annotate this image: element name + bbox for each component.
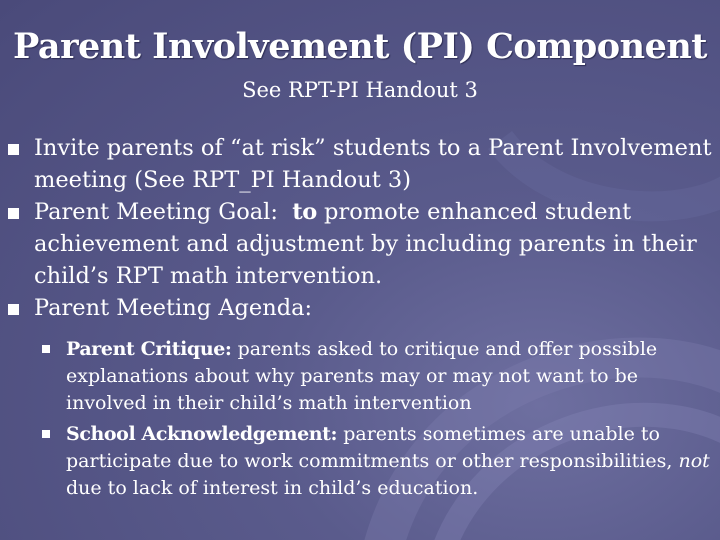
bullet-keyword: to: [292, 199, 317, 225]
sub-bullet-heading: School Acknowledgement:: [66, 423, 338, 445]
bullet-lead: Parent Meeting Goal:: [34, 199, 293, 225]
sub-bullet-text: parents sometimes are unable to participate due to work commitments or other responsibilities,: [66, 423, 679, 472]
sub-bullet-emphasis: not: [678, 450, 710, 472]
square-bullet-icon: [8, 144, 19, 155]
bullet-text: Parent Meeting Agenda:: [34, 295, 313, 321]
bullet-list: [6, 132, 718, 506]
agenda-sub-list: [36, 336, 718, 502]
sub-bullet-parent-critique: [36, 336, 718, 417]
square-bullet-icon: [42, 345, 50, 353]
square-bullet-icon: [8, 304, 19, 315]
sub-bullet-text: parents asked to critique and offer possible explanations about why parents may or may not want to be involved in their child’s math intervention: [66, 338, 658, 414]
bullet-meeting-goal: [6, 196, 718, 292]
bullet-text: Invite parents of “at risk” students to a Parent Involvement meeting (See RPT_PI Handout 3): [34, 135, 712, 193]
sub-bullet-heading: Parent Critique:: [66, 338, 232, 360]
sub-bullet-tail: due to lack of interest in child’s education.: [66, 477, 479, 499]
slide-subtitle: See RPT-PI Handout 3: [242, 78, 478, 102]
square-bullet-icon: [42, 430, 50, 438]
bullet-invite-parents: [6, 132, 718, 196]
bullet-meeting-agenda: [6, 292, 718, 502]
slide-title: Parent Involvement (PI) Component: [13, 26, 707, 67]
bullet-rest: promote enhanced student achievement and adjustment by including parents in their child’s RPT math intervention.: [34, 199, 697, 289]
square-bullet-icon: [8, 208, 19, 219]
sub-bullet-school-acknowledgement: [36, 421, 718, 502]
